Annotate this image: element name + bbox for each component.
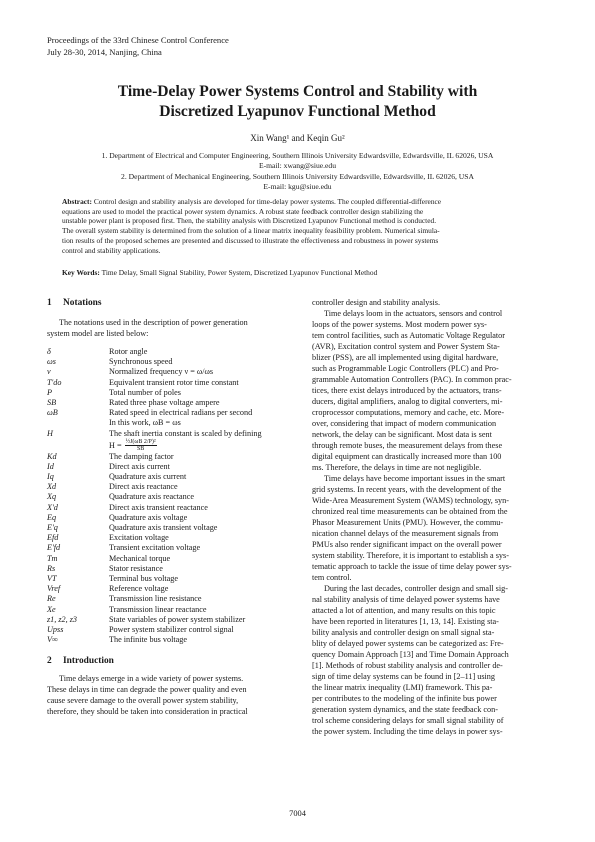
keywords-label: Key Words:	[62, 268, 100, 277]
notation-row	[47, 564, 304, 574]
notation-description: Quadrature axis reactance	[109, 492, 195, 502]
notation-description: The shaft inertia constant is scaled by defining	[109, 428, 262, 438]
notation-row	[47, 408, 304, 418]
paragraph-line: through remote buses, the measurement delays from these	[312, 441, 503, 450]
paragraph-line: the linear matrix inequality (LMI) framework. This pa-	[312, 683, 493, 692]
paragraph-line: tem control.	[312, 573, 352, 582]
paragraph-line: ms. Therefore, the delays in time are not negligible.	[312, 463, 482, 472]
notation-row	[47, 584, 304, 594]
keywords-text: Time Delay, Small Signal Stability, Power System, Discretized Lyapunov Functional Method	[101, 268, 378, 277]
notation-description: Terminal bus voltage	[109, 573, 179, 583]
paragraph-line: The notations used in the description of power generation	[59, 318, 248, 327]
notation-symbol: E'fd	[47, 543, 61, 553]
abstract-line: tion results of the proposed schemes are presented and discussed to illustrate the effectiveness and robustness in power systems	[62, 235, 439, 245]
notation-row	[47, 357, 304, 367]
left-column	[47, 297, 304, 717]
conference-name: Proceedings of the 33rd Chinese Control Conference	[47, 35, 229, 45]
notation-description: State variables of power system stabilizer	[109, 614, 246, 624]
notation-description: Quadrature axis voltage	[109, 512, 188, 522]
paragraph-line: system model are listed below:	[47, 329, 149, 338]
section-heading	[47, 655, 304, 668]
paragraph-line: ducers, digital amplifiers, analog to digital converters, mi-	[312, 397, 503, 406]
paper-title	[60, 82, 535, 122]
abstract-label: Abstract:	[62, 197, 92, 206]
notation-row	[47, 347, 304, 357]
abstract-line: control and stability applications.	[62, 245, 161, 255]
notation-description: Mechanical torque	[109, 553, 171, 563]
notation-description: Direct axis reactance	[109, 482, 178, 492]
notation-description: Transmission line resistance	[109, 594, 202, 604]
paragraph-line: loops of the power systems. Most modern power sys-	[312, 320, 487, 329]
notation-description: Transient excitation voltage	[109, 543, 201, 553]
paragraph-line: blizer (PSS), are all implemented using digital hardware,	[312, 353, 499, 362]
paragraph-line: trol scheme considering delays for small signal stability of	[312, 716, 504, 725]
notation-row	[47, 418, 304, 428]
paragraph-line: tices, there exist delays introduced by the actuators, trans-	[312, 386, 502, 395]
paragraph-line: chronized real time measurements can be obtained from the	[312, 507, 508, 516]
affiliation-email: E-mail: xwang@siue.edu	[258, 161, 336, 170]
section-number: 2	[47, 656, 52, 667]
paragraph-line: network, the delay can be significant. Most data is sent	[312, 430, 492, 439]
notation-symbol	[47, 418, 109, 428]
notation-symbol: E'q	[47, 523, 58, 532]
notation-row	[47, 513, 304, 523]
notation-description: Stator resistance	[109, 563, 163, 573]
notation-symbol: Vref	[47, 584, 61, 594]
notation-symbol: Xd	[47, 482, 57, 492]
paragraph-line: blity of delayed power systems can be categorized as: Fre-	[312, 639, 504, 648]
notation-symbol: X'd	[47, 502, 58, 512]
notation-description: Power system stabilizer control signal	[109, 624, 234, 634]
paragraph-line: such as Programmable Logic Controllers (PLC) and Pro-	[312, 364, 499, 373]
notation-symbol: Iq	[47, 472, 54, 482]
notation-description: Transmission linear reactance	[109, 604, 207, 614]
notation-symbol: V∞	[47, 635, 58, 645]
right-column	[312, 297, 549, 737]
keywords	[62, 268, 530, 278]
notation-row	[47, 543, 304, 553]
abstract-line: equations are used to model the practical power system dynamics. A robust state feedback controller design stabilizing the	[62, 206, 424, 216]
paragraph-line: the power system. Including the time delays in power sys-	[312, 727, 503, 736]
notation-row	[47, 429, 304, 439]
notation-description: Normalized frequency ν = ω/ωs	[109, 367, 214, 377]
notation-symbol: Re	[47, 594, 56, 604]
paragraph-line: grid systems. In recent years, with the development of the	[312, 485, 502, 494]
paragraph-line: sign of time delay systems can be found in [2–11] using	[312, 672, 495, 681]
paragraph-line: Wide-Area Measurement System (WAMS) technology, syn-	[312, 496, 509, 505]
paragraph-line: Time delays emerge in a wide variety of power systems.	[59, 674, 244, 684]
section-title: Notations	[63, 298, 102, 308]
paragraph-line: (AVR), Excitation control system and Power System Sta-	[312, 342, 500, 351]
paragraph-line: nication channel delays of the measurement signals from	[312, 529, 499, 538]
notation-symbol: Kd	[47, 451, 57, 461]
notation-symbol: Rs	[47, 563, 56, 573]
paragraph-line: digital equipment can drastically increased more than 100	[312, 452, 502, 461]
notation-description: Synchronous speed	[109, 357, 173, 367]
paragraph-line: quency Domain Approach [13] and Time Domain Approach	[312, 650, 509, 659]
title-line: Discretized Lyapunov Functional Method	[159, 103, 436, 120]
notation-row	[47, 533, 304, 543]
paragraph-line: During the last decades, controller design and small sig-	[324, 584, 508, 593]
notation-symbol: P	[47, 387, 53, 397]
paragraph-line: These delays in time can degrade the power quality and even	[47, 685, 247, 695]
notation-row	[47, 462, 304, 472]
paragraph-line: Phasor Measurement Units (PMU). However, the commu-	[312, 518, 504, 527]
paragraph-line: attacted a lot of attention, and many results on this topic	[312, 606, 496, 615]
formula-denominator: SB	[136, 445, 145, 452]
affiliation-text: 1. Department of Electrical and Computer Engineering, Southern Illinois University Edwardsville, Edwardsville, IL 62026, USA	[101, 151, 494, 160]
paragraph-line: over, considering that impact of modern communication	[312, 419, 497, 428]
paragraph-line: tematic approach to tackle the issue of time delay power sys-	[312, 562, 512, 571]
notation-description: Total number of poles	[109, 387, 181, 397]
notation-symbol: VT	[47, 573, 57, 583]
notation-symbol: ωs	[47, 357, 56, 367]
page-number: 7004	[289, 809, 306, 818]
notation-table	[47, 347, 304, 645]
paragraph-line: controller design and stability analysis.	[312, 298, 441, 307]
paragraph-line: Time delays loom in the actuators, sensors and control	[324, 309, 503, 318]
section-number: 1	[47, 298, 52, 308]
notation-row	[47, 388, 304, 398]
notation-symbol: ν	[47, 367, 51, 377]
notation-symbol: SB	[47, 397, 57, 407]
notation-row	[47, 554, 304, 564]
notation-symbol: Tm	[47, 553, 58, 563]
paragraph-line: PMUs also render significant impact on the overall power	[312, 540, 502, 549]
notation-description: H =	[109, 440, 122, 450]
notation-description: Direct axis current	[109, 461, 170, 471]
paragraph-line: cause severe damage to the overall power system stability,	[47, 696, 239, 706]
inertia-formula	[125, 439, 157, 452]
paragraph-line: generation system dynamics, and the state feedback con-	[312, 705, 498, 714]
notation-row	[47, 503, 304, 513]
notation-description: Equivalent transient rotor time constant	[109, 377, 239, 387]
notation-description: The infinite bus voltage	[109, 635, 187, 645]
notation-description: Rotor angle	[109, 347, 148, 356]
title-line: Time-Delay Power Systems Control and Stability with	[117, 83, 478, 100]
notation-description: Reference voltage	[109, 584, 169, 594]
notation-symbol: Eq	[47, 512, 57, 522]
notation-row	[47, 574, 304, 584]
affiliation-2	[40, 172, 555, 192]
paragraph-line: Time delays have become important issues in the smart	[324, 474, 506, 483]
notation-row	[47, 492, 304, 502]
notation-row	[47, 378, 304, 388]
notation-row	[47, 367, 304, 377]
notation-row	[47, 472, 304, 482]
paragraph-line: tem control facilities, such as Automatic Voltage Regulator	[312, 331, 505, 340]
notation-symbol: H	[47, 428, 53, 438]
conference-header	[47, 35, 229, 58]
notation-symbol: Id	[47, 461, 54, 471]
abstract	[62, 197, 530, 255]
notation-row	[47, 605, 304, 615]
notation-description: Direct axis transient reactance	[109, 502, 208, 512]
paragraph-line: croprocessor computations, memory and cache, etc. More-	[312, 408, 505, 417]
affiliation-text: 2. Department of Mechanical Engineering, Southern Illinois University Edwardsville, Edwardsville, IL 62026, USA	[121, 172, 474, 181]
paragraph-line: have been reported in literatures [1, 13, 14]. Existing sta-	[312, 617, 499, 626]
paragraph-line: [1]. Methods of robust stability analysis and controller de-	[312, 661, 503, 670]
notation-description: Quadrature axis transient voltage	[109, 523, 218, 532]
paragraph-line: therefore, they should be taken into consideration in practical	[47, 707, 248, 717]
abstract-line: Control design and stability analysis are developed for time-delay power systems. The coupled differential-difference	[93, 197, 442, 206]
notation-row	[47, 482, 304, 492]
affiliation-email: E-mail: kgu@siue.edu	[263, 182, 332, 191]
notation-description: Quadrature axis current	[109, 472, 187, 482]
authors: Xin Wang¹ and Keqin Gu²	[250, 133, 345, 143]
abstract-line: The overall system stability is determined from the solution of a linear matrix inequality feasibility problem. Numerical simula-	[62, 226, 440, 236]
section-title: Introduction	[63, 656, 114, 667]
notation-row	[47, 523, 304, 533]
notation-row	[47, 625, 304, 635]
notation-row	[47, 398, 304, 408]
affiliation-1	[40, 151, 555, 171]
notation-symbol	[47, 439, 109, 452]
notation-symbol: T'do	[47, 377, 62, 387]
paragraph-line: grammable Automation Controllers (PAC). In common prac-	[312, 375, 512, 384]
notation-description: Rated three phase voltage ampere	[109, 397, 220, 407]
notation-symbol: ωB	[47, 408, 58, 418]
conference-date-location: July 28-30, 2014, Nanjing, China	[47, 46, 162, 57]
notation-description: Excitation voltage	[109, 533, 169, 543]
abstract-line: unstable power plant is proposed first. Then, the stability analysis with Discretized Lyapunov Functional method is conducted.	[62, 216, 437, 226]
notation-description: In this work, ωB = ωs	[109, 418, 181, 428]
notation-symbol: Upss	[47, 624, 64, 634]
paragraph-line: nal stability analysis of time delayed power systems have	[312, 595, 500, 604]
notation-symbol: Xq	[47, 492, 57, 502]
notation-symbol: δ	[47, 347, 51, 356]
notation-row	[47, 439, 304, 452]
paragraph-line: bility analysis and controller design on small signal sta-	[312, 628, 495, 637]
notation-symbol: Efd	[47, 533, 59, 543]
notation-symbol: Xe	[47, 604, 56, 614]
notation-row	[47, 635, 304, 645]
formula-numerator: ½J(ωB 2/P)²	[125, 438, 156, 445]
paragraph-line: per contributes to the modeling of the infinite bus power	[312, 694, 497, 703]
notation-row	[47, 452, 304, 462]
notation-description: The damping factor	[109, 451, 174, 461]
notation-symbol: z1, z2, z3	[47, 614, 78, 624]
notation-row	[47, 594, 304, 604]
notation-row	[47, 615, 304, 625]
section-heading	[47, 297, 304, 310]
paragraph-line: system stability. Therefore, it is important to establish a sys-	[312, 551, 509, 560]
notation-description: Rated speed in electrical radians per second	[109, 408, 253, 418]
